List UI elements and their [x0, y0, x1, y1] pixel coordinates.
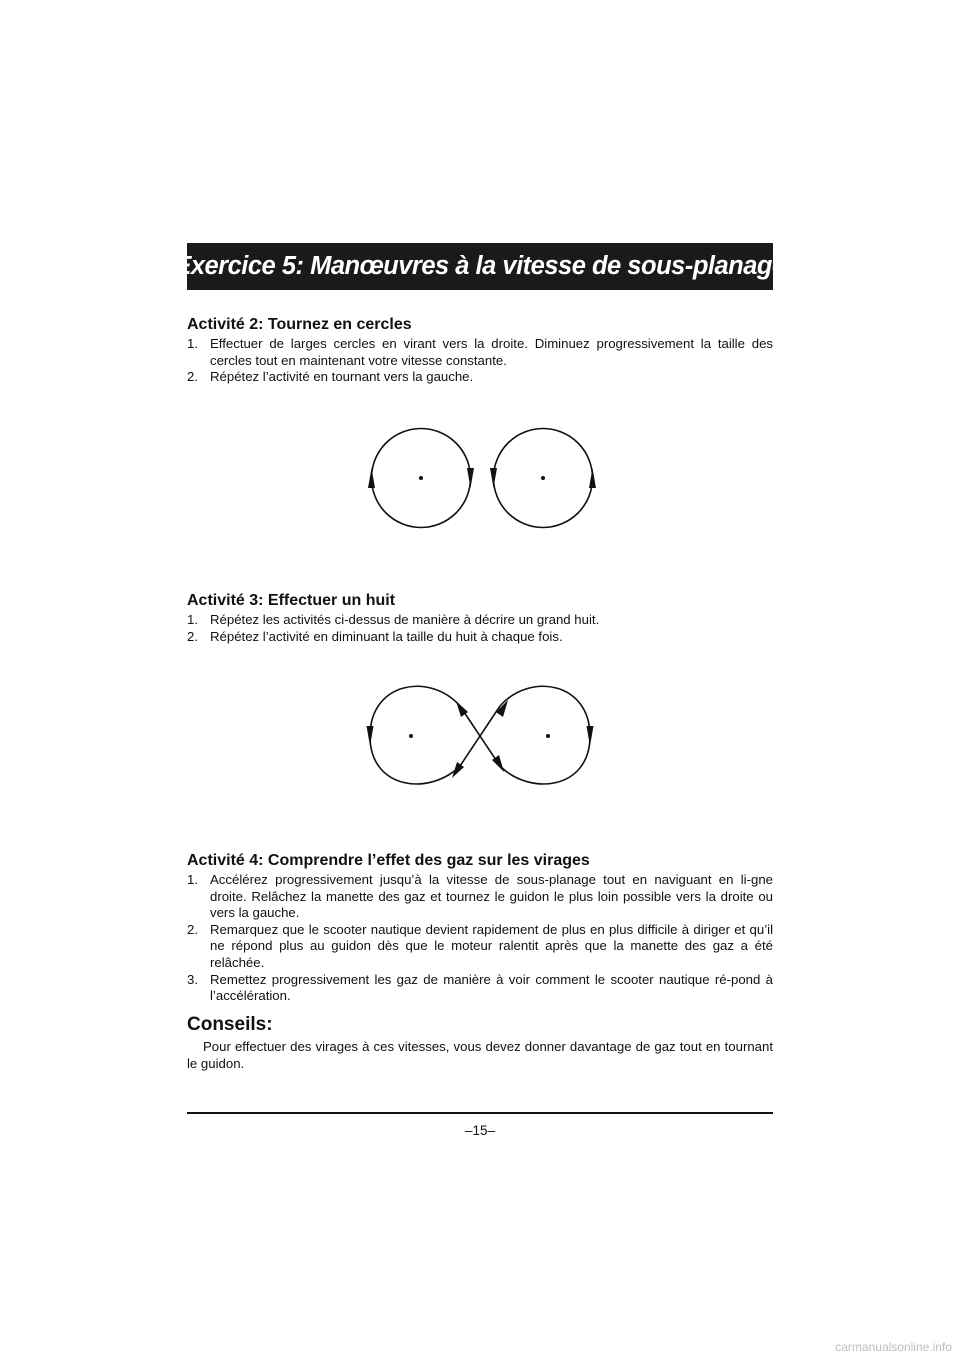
arrow-right-circle-left [490, 468, 497, 488]
conseils-text: Pour effectuer des virages à ces vitesses, vous devez donner davantage de gaz tout en tournant le guidon. [187, 1039, 773, 1071]
list-item: 2. Répétez l’activité en tournant vers la gauche. [187, 369, 474, 385]
activity-3-steps [187, 612, 773, 645]
figure-eight-right-center [546, 734, 550, 738]
activity-2-section [187, 315, 773, 386]
conseils-heading: Conseils: [187, 1014, 273, 1035]
page-title: Exercice 5: Manœuvres à la vitesse de sous-planage [174, 252, 786, 280]
arrow-right-circle-right [589, 468, 596, 488]
list-item: 3. Remettez progressivement les gaz de manière à voir comment le scooter nautique ré-pond à l’accélération. [187, 971, 773, 1004]
activity-2-steps [187, 336, 773, 386]
figure-eight-right-loop [500, 686, 590, 784]
activity-3-heading: Activité 3: Effectuer un huit [187, 592, 396, 609]
page-number: –15– [464, 1123, 496, 1138]
activity-3-section [187, 591, 773, 645]
list-item: 2. Répétez l’activité en diminuant la taille du huit à chaque fois. [187, 628, 563, 644]
arrow-eight-right [587, 726, 594, 746]
list-item: 2. Remarquez que le scooter nautique devient rapidement de plus en plus difficile à diriger et qu’il ne répond plus au guidon dès que le moteur ralentit après que la manette des gaz a été relâchée. [187, 921, 773, 970]
figure-eight-left-loop [370, 686, 460, 784]
arrow-left-circle-left [368, 468, 375, 488]
list-item: 1. Accélérez progressivement jusqu’à la vitesse de sous-planage tout en naviguant en li-gne droite. Relâchez la manette des gaz et tournez le guidon le plus loin possible vers la droite ou vers la gauche. [187, 872, 773, 921]
arrow-eight-left [367, 726, 374, 746]
circles-diagram [360, 420, 610, 540]
activity-2-heading: Activité 2: Tournez en cercles [187, 316, 412, 333]
list-item: 1. Effectuer de larges cercles en virant vers la droite. Diminuez progressivement la taille des cercles tout en maintenant votre vitesse constante. [187, 336, 773, 368]
activity-4-section [187, 851, 773, 1005]
right-circle-center [541, 476, 545, 480]
figure-eight-left-center [409, 734, 413, 738]
list-item: 1. Répétez les activités ci-dessus de manière à décrire un grand huit. [187, 612, 600, 627]
activity-4-heading: Activité 4: Comprendre l’effet des gaz sur les virages [187, 852, 590, 869]
arrow-eight-cross-down-left [452, 762, 464, 778]
conseils-section [187, 1014, 773, 1072]
page-title-banner [174, 243, 786, 290]
figure-eight-diagram [360, 675, 605, 800]
watermark: carmanualsonline.info [835, 1340, 952, 1354]
activity-4-steps [187, 872, 773, 1005]
arrow-left-circle-right [467, 468, 474, 488]
left-circle-center [419, 476, 423, 480]
footer-divider [187, 1112, 773, 1114]
